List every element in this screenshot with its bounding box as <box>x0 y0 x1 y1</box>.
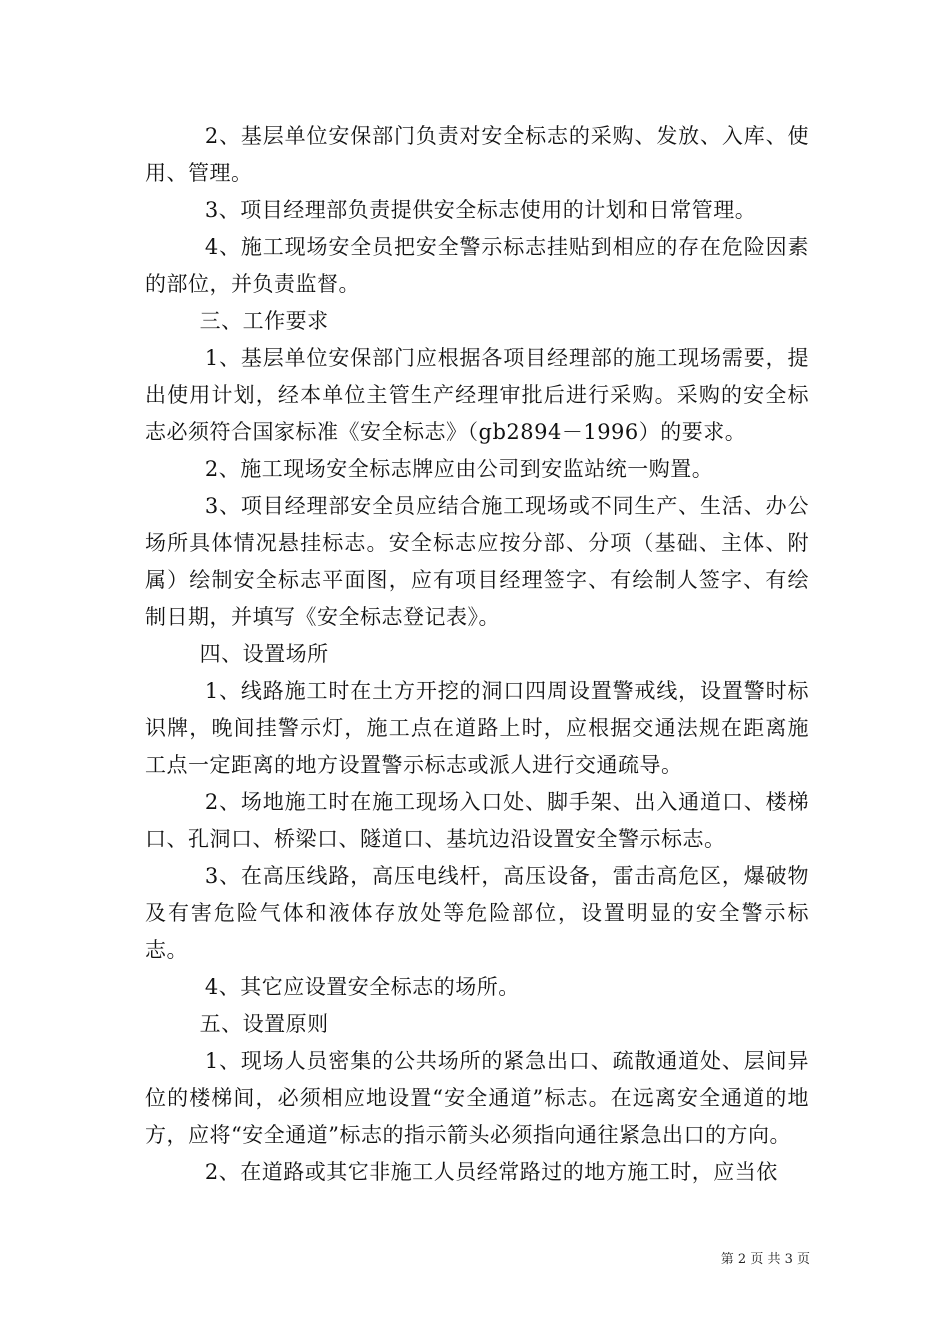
paragraph: 4、施工现场安全员把安全警示标志挂贴到相应的存在危险因素的部位，并负责监督。 <box>145 235 809 296</box>
paragraph: 1、基层单位安保部门应根据各项目经理部的施工现场需要，提出使用计划，经本单位主管生产经理审批后进行采购。采购的安全标志必须符合国家标准《安全标志》（gb2894－1996）的要求。 <box>145 346 809 444</box>
section-heading: 四、设置场所 <box>199 642 329 666</box>
paragraph: 1、现场人员密集的公共场所的紧急出口、疏散通道处、层间异位的楼梯间，必须相应地设置“安全通道”标志。在远离安全通道的地方，应将“安全通道”标志的指示箭头必须指向通往紧急出口的方向。 <box>145 1049 809 1147</box>
page-number: 第 2 页 共 3 页 <box>720 1252 810 1267</box>
paragraph: 2、在道路或其它非施工人员经常路过的地方施工时，应当依 <box>204 1160 778 1184</box>
section-heading: 五、设置原则 <box>199 1012 329 1036</box>
paragraph: 3、项目经理部负责提供安全标志使用的计划和日常管理。 <box>204 198 757 222</box>
paragraph: 2、施工现场安全标志牌应由公司到安监站统一购置。 <box>204 457 714 481</box>
paragraph: 1、线路施工时在土方开挖的洞口四周设置警戒线，设置警时标识牌，晚间挂警示灯，施工点在道路上时，应根据交通法规在距离施工点一定距离的地方设置警示标志或派人进行交通疏导。 <box>145 679 809 777</box>
paragraph: 4、其它应设置安全标志的场所。 <box>204 975 520 999</box>
paragraph: 2、场地施工时在施工现场入口处、脚手架、出入通道口、楼梯口、孔洞口、桥梁口、隧道口、基坑边沿设置安全警示标志。 <box>145 790 809 851</box>
paragraph: 2、基层单位安保部门负责对安全标志的采购、发放、入库、使用、管理。 <box>145 124 809 185</box>
document-body <box>145 118 809 1191</box>
paragraph: 3、项目经理部安全员应结合施工现场或不同生产、生活、办公场所具体情况悬挂标志。安全标志应按分部、分项（基础、主体、附属）绘制安全标志平面图，应有项目经理签字、有绘制人签字、有绘制日期，并填写《安全标志登记表》。 <box>145 494 809 629</box>
section-heading: 三、工作要求 <box>199 309 329 333</box>
paragraph: 3、在高压线路，高压电线杆，高压设备，雷击高危区，爆破物及有害危险气体和液体存放处等危险部位，设置明显的安全警示标志。 <box>145 864 809 962</box>
